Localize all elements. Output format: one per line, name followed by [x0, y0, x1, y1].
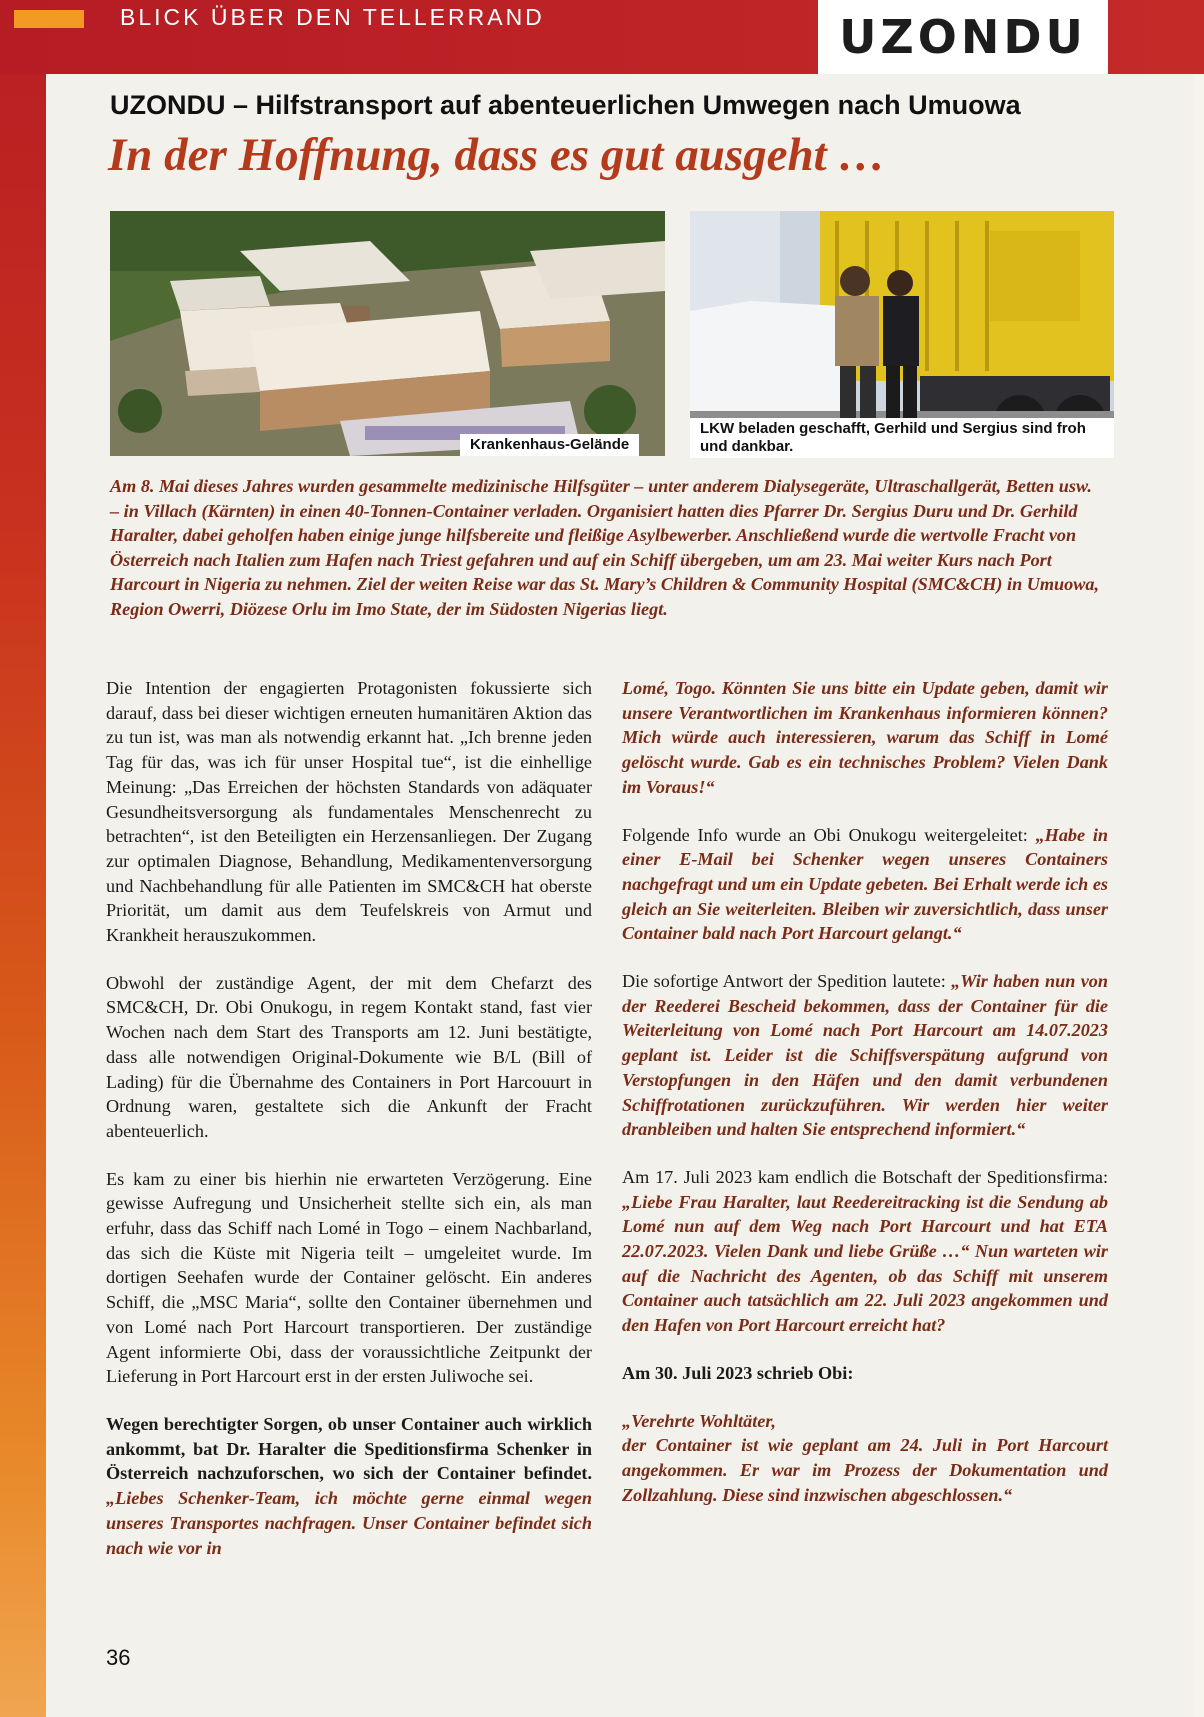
photo1-caption: Krankenhaus-Gelände — [460, 434, 639, 456]
paragraph: Die Intention der engagierten Protagonisten fokussierte sich darauf, dass bei dieser wichtigen erneuten humanitären Aktion das zu tun ist, was man als notwendig erkannt hat. „Ich brenne jeden Tag für das, was ich für unser Hospital tue“, ist die einhellige Meinung: „Das Erreichen der höchsten Standards von adäquater Gesundheitsversorgung als fundamentales Menschenrecht zu betrachten“, ist den Beteiligten ein Herzensanliegen. Der Zugang zur optimalen Diagnose, Behandlung, Medikamentenversorgung und Nachbehandlung für alle Patienten im SMC&CH hat oberste Priorität, um damit aus dem Teufelskreis von Armut und Krankheit herauszukommen. — [106, 678, 592, 946]
quote-paragraph — [622, 1409, 1108, 1508]
intro-text: Die sofortige Antwort der Spedition lautete: — [622, 971, 946, 992]
page-number: 36 — [106, 1645, 131, 1670]
bold-text: Wegen berechtigter Sorgen, ob unser Container auch wirklich ankommt, bat Dr. Haralter die Speditionsfirma Schenker in Österreich nachzuforschen, wo sich der Container befindet. — [106, 1413, 592, 1484]
article-kicker: UZONDU – Hilfstransport auf abenteuerlichen Umwegen nach Umuowa — [110, 90, 1021, 120]
right-column — [622, 676, 1108, 1530]
paragraph: Am 30. Juli 2023 schrieb Obi: — [622, 1362, 854, 1383]
photo2-caption: LKW beladen geschafft, Gerhild und Sergius sind froh und dankbar. — [690, 418, 1114, 458]
quote-paragraph: Lomé, Togo. Könnten Sie uns bitte ein Update geben, damit wir unsere Verantwortlichen im Krankenhaus informieren können? Mich würde auch interessieren, warum das Schiff in Lomé gelöscht wurde. Gab es ein technisches Problem? Vielen Dank im Voraus!“ — [622, 678, 1108, 797]
paragraph: Es kam zu einer bis hierhin nie erwarteten Verzögerung. Eine gewisse Aufregung und Unsicherheit stellte sich ein, als man erfuhr, dass das Schiff nach Lomé in Togo – einem Nachbarland, das sich die Küste mit Nigeria teilt – umgeleitet wurde. Im dortigen Seehafen wurde der Container gelöscht. Ein anderes Schiff, die „MSC Maria“, sollte den Container übernehmen und von Lomé nach Port Harcourt transportieren. Der zuständige Agent informierte Obi, dass der voraussichtliche Zeitpunkt der Lieferung in Port Harcourt erst in der ersten Juliwoche sei. — [106, 1168, 592, 1387]
quote-text: „Liebe Frau Haralter, laut Reedereitracking ist die Sendung ab Lomé nun auf dem Weg nach Port Harcourt und hat ETA 22.07.2023. Vielen Dank und liebe Grüße …“ Nun warteten wir auf die Nachricht des Agenten, ob das Schiff mit unserem Container auch tatsächlich am 22. Juli 2023 angekommen und den Hafen von Port Harcourt erreicht hat? — [622, 1191, 1108, 1336]
article-headline: In der Hoffnung, dass es gut ausgeht … — [108, 129, 886, 181]
logo-text: UZONDU — [839, 10, 1087, 64]
hospital-aerial-photo — [110, 211, 665, 456]
paragraph — [622, 969, 1108, 1142]
intro-text: Am 17. Juli 2023 kam endlich die Botschaft der Speditionsfirma: — [622, 1166, 1108, 1187]
section-rubric: BLICK ÜBER DEN TELLERRAND — [120, 4, 545, 30]
quote-text: „Liebes Schenker-Team, ich möchte gerne einmal wegen unseres Transportes nachfragen. Unser Container befindet sich nach wie vor in — [106, 1488, 592, 1558]
paragraph — [622, 823, 1108, 947]
paragraph — [622, 1165, 1108, 1338]
quote-text: der Container ist wie geplant am 24. Juli in Port Harcourt angekommen. Er war im Prozess der Dokumentation und Zollzahlung. Diese sind inzwischen abgeschlossen.“ — [622, 1435, 1108, 1505]
left-column — [106, 676, 592, 1583]
article-lead: Am 8. Mai dieses Jahres wurden gesammelte medizinische Hilfsgüter – unter anderem Dialysegeräte, Ultraschallgerät, Betten usw. – in Villach (Kärnten) in einen 40-Tonnen-Container verladen. Organisiert hatten dies Pfarrer Dr. Sergius Duru und Dr. Gerhild Haralter, dabei geholfen haben einige junge hilfsbereite und fleißige Asylbewerber. Anschließend wurde die wertvolle Fracht von Österreich nach Italien zum Hafen nach Triest gefahren und auf ein Schiff übergeben, um am 23. Mai weiter Kurs nach Port Harcourt in Nigeria zu nehmen. Ziel der weiten Reise war das St. Mary’s Children & Community Hospital (SMC&CH) in Umuowa, Region Owerri, Diözese Orlu im Imo State, der im Südosten Nigerias liegt. — [110, 476, 1099, 619]
paragraph: Obwohl der zuständige Agent, der mit dem Chefarzt des SMC&CH, Dr. Obi Onukogu, in regem Kontakt stand, fast vier Wochen nach dem Start des Transports am 12. Juni bestätigte, dass alle notwendigen Original-Dokumente wie B/L (Bill of Lading) für die Übernahme des Containers in Port Harcouurt in Ordnung waren, gestaltete sich die Ankunft der Fracht abenteuerlich. — [106, 972, 592, 1141]
paragraph — [106, 1412, 592, 1560]
salutation: „Verehrte Wohltäter, — [622, 1410, 776, 1431]
page-edge — [1194, 70, 1204, 1717]
quote-text: „Wir haben nun von der Reederei Bescheid bekommen, dass der Container für die Weiterleitung von Lomé nach Port Harcourt am 14.07.2023 geplant ist. Leider ist die Schiffsverspätung aufgrund von Verstopfungen in den Häfen und den damit verbundenen Schiffrotationen zurückzuführen. Wir werden hier weiter dranbleiben und halten Sie entsprechend informiert.“ — [622, 971, 1108, 1140]
logo — [818, 0, 1108, 74]
intro-text: Folgende Info wurde an Obi Onukogu weitergeleitet: — [622, 824, 1028, 845]
orange-accent-tab — [14, 10, 84, 28]
red-side-band — [0, 0, 46, 1717]
quote-text: „Habe in einer E-Mail bei Schenker wegen unseres Containers nachgefragt und um ein Update gebeten. Bei Erhalt werde ich es gleich an Sie weiterleiten. Bleiben wir zuversichtlich, dass unser Container bald nach Port Harcourt gelangt.“ — [622, 824, 1109, 944]
